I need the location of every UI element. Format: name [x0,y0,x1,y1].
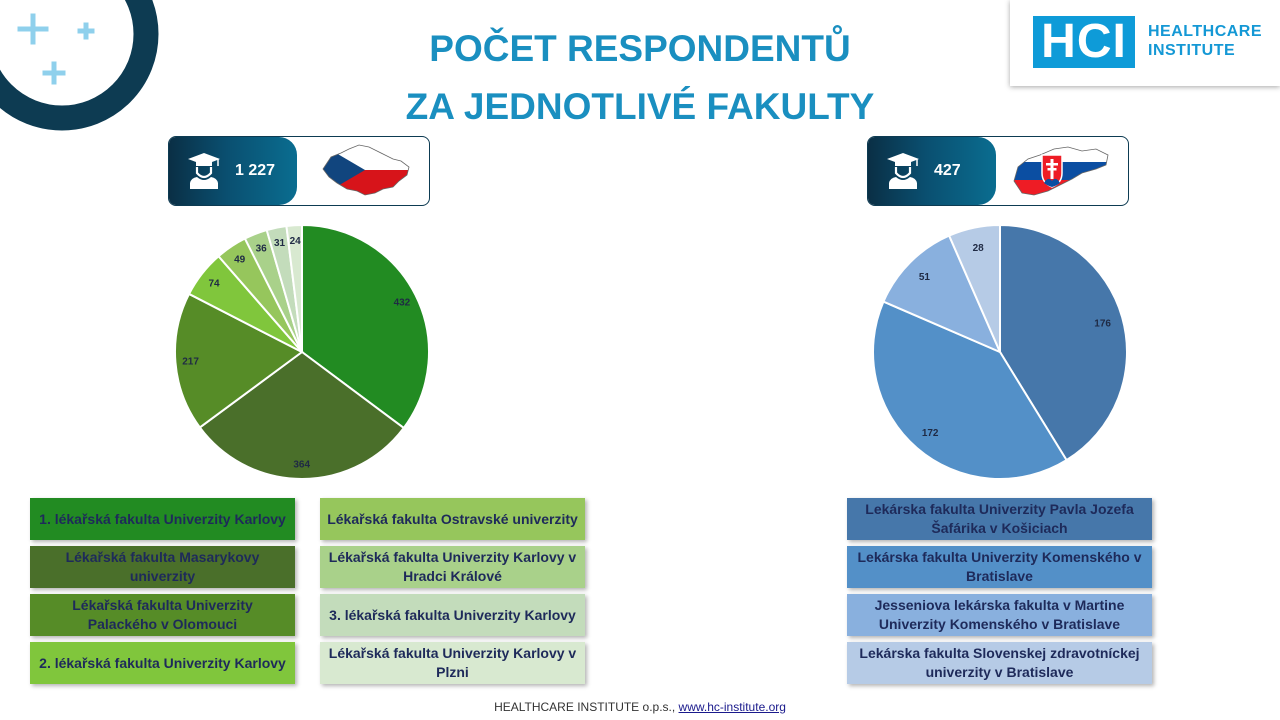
legend-item-cz-1: 1. lékařská fakulta Univerzity Karlovy [30,498,295,540]
legend-item-sk-1: Lekárska fakulta Univerzity Pavla Jozefa Šafárika v Košiciach [847,498,1152,540]
slovakia-map-flag [1012,143,1112,199]
page-title [340,20,940,136]
cz-data-label-8: 24 [289,235,301,247]
sk-stat-badge [868,137,996,205]
cz-data-label-1: 432 [393,297,411,309]
cz-pie-chart [162,214,442,490]
legend-item-sk-4: Lekárska fakulta Slovenskej zdravotníckej univerzity v Bratislave [847,642,1152,684]
footer-org: HEALTHCARE INSTITUTE o.p.s., [494,700,679,714]
cz-data-label-4: 74 [208,278,220,290]
legend-item-cz-6: Lékařská fakulta Univerzity Karlovy v Hradci Králové [320,546,585,588]
logo-line-2: INSTITUTE [1148,42,1236,59]
title-line-2: ZA JEDNOTLIVÉ FAKULTY [405,86,875,127]
sk-data-label-2: 172 [921,428,939,440]
legend-item-cz-4: 2. lékařská fakulta Univerzity Karlovy [30,642,295,684]
sk-data-label-4: 28 [972,243,984,255]
cz-data-label-2: 364 [293,459,311,471]
legend-item-cz-7: 3. lékařská fakulta Univerzity Karlovy [320,594,585,636]
footer [0,700,1280,714]
sk-data-label-1: 176 [1094,318,1111,330]
cz-stat-badge [169,137,297,205]
cz-stat-card [168,136,430,206]
legend-item-cz-2: Lékařská fakulta Masarykovy univerzity [30,546,295,588]
legend-item-sk-3: Jesseniova lekárska fakulta v Martine Univerzity Komenského v Bratislave [847,594,1152,636]
sk-pie-chart [860,214,1140,490]
logo-line-1: HEALTHCARE [1148,23,1263,40]
graduate-icon [187,152,221,190]
hci-logo [1010,0,1280,86]
cz-data-label-3: 217 [182,356,199,368]
cz-data-label-5: 49 [234,254,246,266]
logo-mark: HCI [1033,16,1135,68]
sk-stat-card [867,136,1129,206]
cz-data-label-7: 31 [273,238,286,250]
corner-decoration [0,0,170,140]
sk-data-label-3: 51 [918,272,930,284]
graduate-icon [886,152,920,190]
sk-total: 427 [934,162,961,179]
legend-item-cz-5: Lékařská fakulta Ostravské univerzity [320,498,585,540]
cz-data-label-6: 36 [255,243,267,255]
logo-text [1148,22,1262,60]
cz-total: 1 227 [235,162,276,179]
title-line-1: POČET RESPONDENTŮ [429,28,851,69]
legend-item-cz-8: Lékařská fakulta Univerzity Karlovy v Plzni [320,642,585,684]
footer-link[interactable]: www.hc-institute.org [678,700,786,714]
legend-item-sk-2: Lekárska fakulta Univerzity Komenského v Bratislave [847,546,1152,588]
coat-of-arms-icon [1042,155,1062,187]
czech-map-flag [319,143,413,197]
legend-item-cz-3: Lékařská fakulta Univerzity Palackého v Olomouci [30,594,295,636]
